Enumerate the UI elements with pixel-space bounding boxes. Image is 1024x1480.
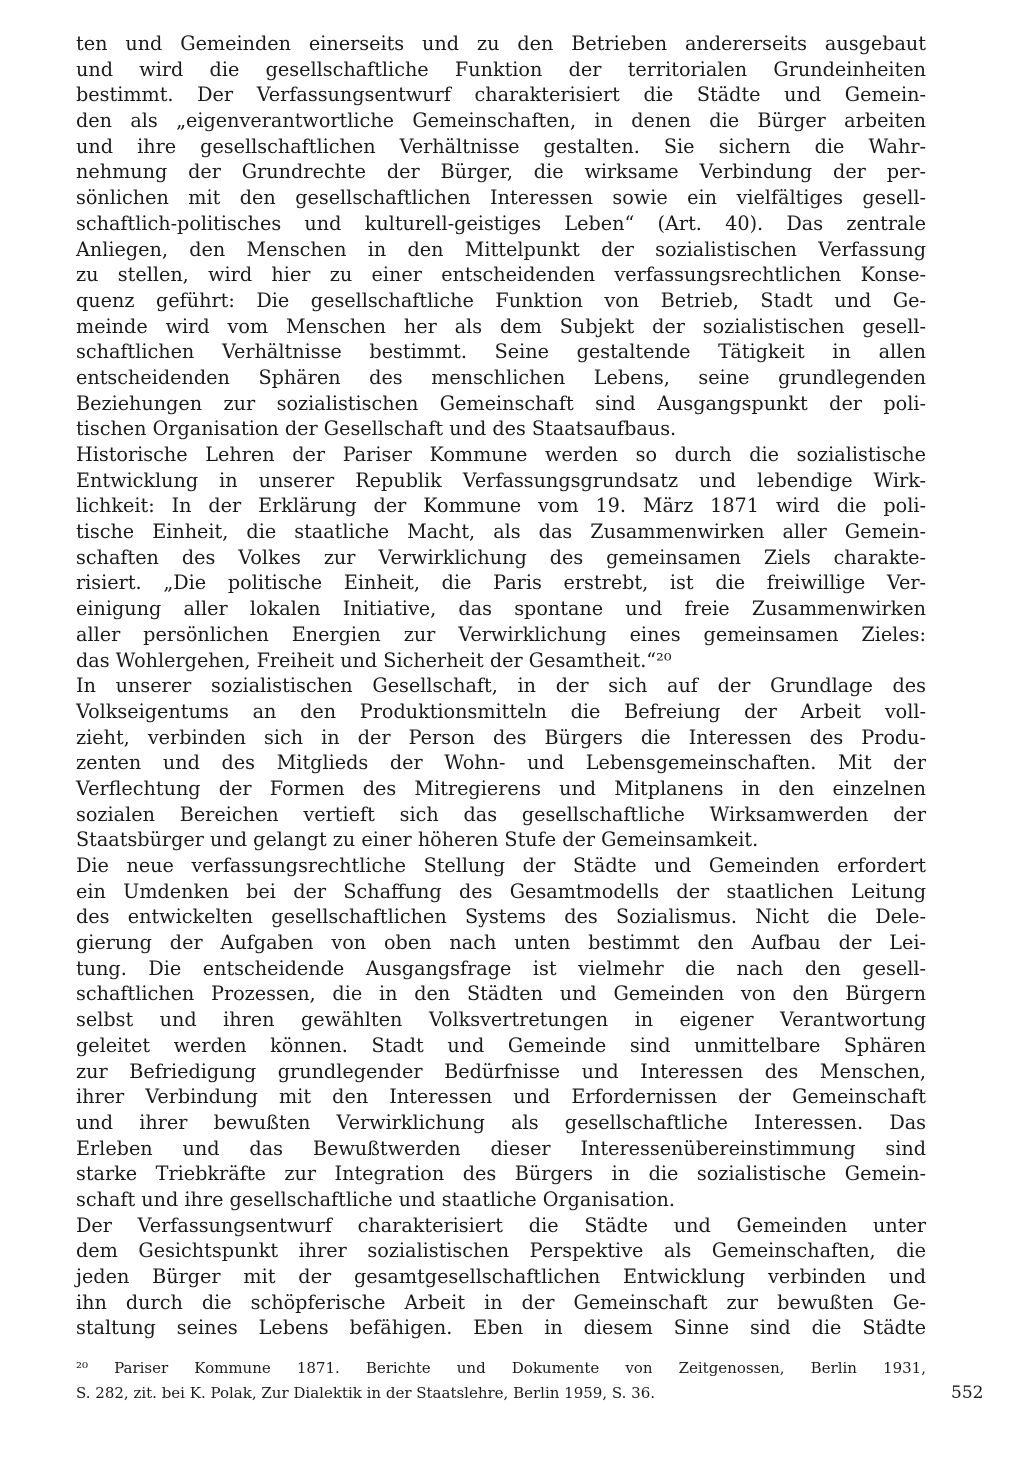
- text-line: quenz geführt: Die gesellschaftliche Funktion von Betrieb, Stadt und Ge-: [76, 288, 926, 312]
- text-line: meinde wird vom Menschen her als dem Subjekt der sozialistischen gesell-: [76, 314, 926, 338]
- text-line: staltung seines Lebens befähigen. Eben in diesem Sinne sind die Städte: [76, 1316, 926, 1340]
- text-line: Anliegen, den Menschen in den Mittelpunkt der sozialistischen Verfassung: [76, 237, 926, 261]
- text-line: ihn durch die schöpferische Arbeit in der Gemeinschaft zur bewußten Ge-: [76, 1290, 926, 1314]
- text-line: jeden Bürger mit der gesamtgesellschaftlichen Entwicklung verbinden und: [76, 1265, 926, 1288]
- text-line: einigung aller lokalen Initiative, das spontane und freie Zusammenwirken: [76, 597, 926, 621]
- text-line: sozialen Bereichen vertieft sich das gesellschaftliche Wirksamwerden der: [76, 802, 926, 826]
- text-line: starke Triebkräfte zur Integration des Bürgers in die sozialistische Gemein-: [76, 1162, 926, 1186]
- text-line: zur Befriedigung grundlegender Bedürfnisse und Interessen des Menschen,: [76, 1059, 926, 1083]
- text-line: Verflechtung der Formen des Mitregierens und Mitplanens in den einzelnen: [76, 776, 926, 800]
- text-line: schaften des Volkes zur Verwirklichung des gemeinsamen Ziels charakte-: [76, 545, 926, 569]
- footnote-line: S. 282, zit. bei K. Polak, Zur Dialektik in der Staatslehre, Berlin 1959, S. 36.: [76, 1384, 656, 1402]
- text-line: geleitet werden können. Stadt und Gemeinde sind unmittelbare Sphären: [76, 1033, 926, 1057]
- text-line: tische Einheit, die staatliche Macht, als das Zusammenwirken aller Gemein-: [76, 520, 926, 544]
- text-line: ihrer Verbindung mit den Interessen und Erfordernissen der Gemeinschaft: [76, 1085, 926, 1109]
- text-line: tung. Die entscheidende Ausgangsfrage ist vielmehr die nach den gesell-: [76, 956, 926, 980]
- text-line: den als „eigenverantwortliche Gemeinschaften, in denen die Bürger arbeiten: [76, 109, 926, 133]
- text-line: Volkseigentums an den Produktionsmitteln die Befreiung der Arbeit voll-: [76, 699, 926, 723]
- text-line: aller persönlichen Energien zur Verwirklichung eines gemeinsamen Zieles:: [76, 622, 926, 646]
- text-line: lichkeit: In der Erklärung der Kommune vom 19. März 1871 wird die poli-: [76, 494, 926, 518]
- text-line: dem Gesichtspunkt ihrer sozialistischen Perspektive als Gemeinschaften, die: [76, 1239, 926, 1263]
- text-line: ein Umdenken bei der Schaffung des Gesamtmodells der staatlichen Leitung: [76, 879, 926, 903]
- text-line: zenten und des Mitglieds der Wohn- und Lebensgemeinschaften. Mit der: [76, 751, 926, 775]
- text-line: Die neue verfassungsrechtliche Stellung der Städte und Gemeinden erfordert: [76, 854, 926, 877]
- text-line: tischen Organisation der Gesellschaft und des Staatsaufbaus.: [76, 417, 677, 441]
- text-line: zu stellen, wird hier zu einer entscheidenden verfassungsrechtlichen Konse-: [76, 263, 926, 287]
- text-line: und wird die gesellschaftliche Funktion der territorialen Grundeinheiten: [76, 57, 926, 81]
- text-line: Erleben und das Bewußtwerden dieser Interessenübereinstimmung sind: [76, 1136, 926, 1160]
- text-line: Staatsbürger und gelangt zu einer höheren Stufe der Gemeinsamkeit.: [76, 828, 759, 852]
- text-line: Beziehungen zur sozialistischen Gemeinschaft sind Ausgangspunkt der poli-: [76, 391, 926, 415]
- text-line: sönlichen mit den gesellschaftlichen Interessen sowie ein vielfältiges gesell-: [76, 186, 926, 210]
- text-line: schaft und ihre gesellschaftliche und staatliche Organisation.: [76, 1187, 676, 1211]
- text-line: Der Verfassungsentwurf charakterisiert die Städte und Gemeinden unter: [76, 1213, 926, 1237]
- text-line: und ihrer bewußten Verwirklichung als gesellschaftliche Interessen. Das: [76, 1110, 926, 1134]
- text-line: nehmung der Grundrechte der Bürger, die wirksame Verbindung der per-: [76, 160, 926, 184]
- footnotes: [76, 1356, 926, 1406]
- footnote-line: ²⁰ Pariser Kommune 1871. Berichte und Dokumente von Zeitgenossen, Berlin 1931,: [76, 1359, 926, 1377]
- text-line: des entwickelten gesellschaftlichen Systems des Sozialismus. Nicht die Dele-: [76, 905, 926, 929]
- text-line: entscheidenden Sphären des menschlichen Lebens, seine grundlegenden: [76, 365, 926, 389]
- text-line: zieht, verbinden sich in der Person des Bürgers die Interessen des Produ-: [76, 725, 926, 749]
- text-line: schaftlichen Verhältnisse bestimmt. Seine gestaltende Tätigkeit in allen: [76, 340, 926, 364]
- text-line: Entwicklung in unserer Republik Verfassungsgrundsatz und lebendige Wirk-: [76, 468, 926, 492]
- text-line: das Wohlergehen, Freiheit und Sicherheit der Gesamtheit.“²⁰: [76, 648, 672, 672]
- text-line: ten und Gemeinden einerseits und zu den Betrieben andererseits ausgebaut: [76, 32, 926, 55]
- text-line: schaftlich-politisches und kulturell-geistiges Leben“ (Art. 40). Das zentrale: [76, 211, 926, 235]
- page-number: 552: [951, 1383, 984, 1403]
- body-text: [76, 31, 926, 1341]
- text-line: und ihre gesellschaftlichen Verhältnisse gestalten. Sie sichern die Wahr-: [76, 134, 926, 158]
- text-line: gierung der Aufgaben von oben nach unten bestimmt den Aufbau der Lei-: [76, 931, 926, 955]
- text-line: schaftlichen Prozessen, die in den Städten und Gemeinden von den Bürgern: [76, 982, 926, 1006]
- text-line: Historische Lehren der Pariser Kommune werden so durch die sozialistische: [76, 443, 926, 466]
- text-line: bestimmt. Der Verfassungsentwurf charakterisiert die Städte und Gemein-: [76, 83, 926, 107]
- text-line: selbst und ihren gewählten Volksvertretungen in eigener Verantwortung: [76, 1008, 926, 1032]
- text-line: In unserer sozialistischen Gesellschaft, in der sich auf der Grundlage des: [76, 674, 926, 698]
- text-line: risiert. „Die politische Einheit, die Paris erstrebt, ist die freiwillige Ver-: [76, 571, 926, 595]
